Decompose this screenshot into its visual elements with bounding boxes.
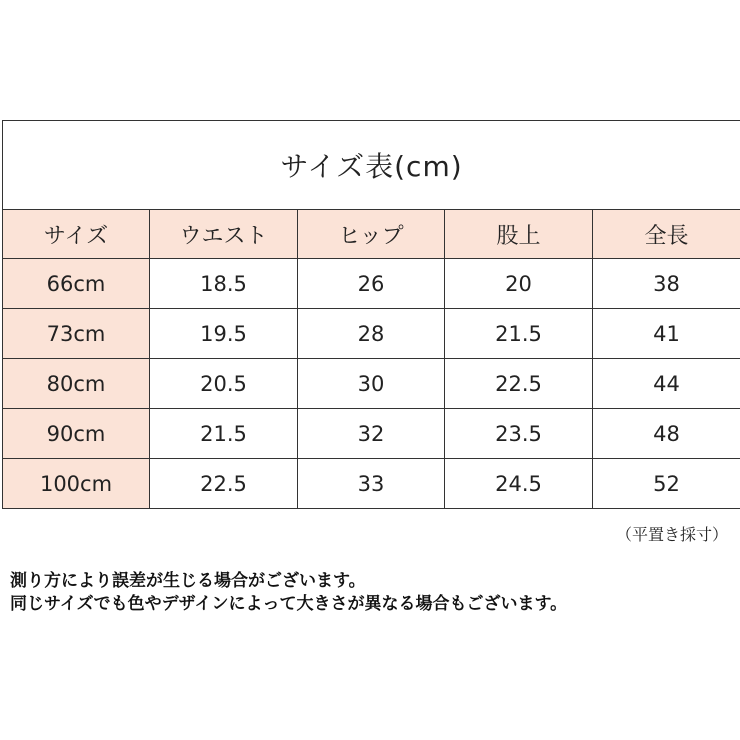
waist-cell: 18.5	[150, 259, 298, 309]
header-row	[3, 210, 740, 259]
header-hip: ヒップ	[298, 210, 445, 259]
hip-cell: 26	[298, 259, 445, 309]
note-line: 同じサイズでも色やデザインによって大きさが異なる場合もございます。	[10, 594, 568, 614]
header-rise: 股上	[445, 210, 593, 259]
header-size: サイズ	[3, 210, 150, 259]
table-row	[3, 309, 740, 359]
measure-note: （平置き採寸）	[615, 525, 728, 544]
note-line: 測り方により誤差が生じる場合がございます。	[10, 571, 366, 591]
table-row	[3, 359, 740, 409]
size-table	[2, 120, 740, 509]
waist-cell: 20.5	[150, 359, 298, 409]
length-cell: 44	[593, 359, 740, 409]
header-waist: ウエスト	[150, 210, 298, 259]
size-cell: 73cm	[3, 309, 150, 359]
rise-cell: 21.5	[445, 309, 593, 359]
rise-cell: 20	[445, 259, 593, 309]
header-length: 全長	[593, 210, 740, 259]
size-cell: 100cm	[3, 459, 150, 509]
length-cell: 38	[593, 259, 740, 309]
size-cell: 66cm	[3, 259, 150, 309]
hip-cell: 33	[298, 459, 445, 509]
length-cell: 48	[593, 409, 740, 459]
title-row	[3, 121, 740, 210]
table-title: サイズ表(cm)	[3, 121, 740, 210]
notes-block	[10, 570, 567, 616]
rise-cell: 23.5	[445, 409, 593, 459]
rise-cell: 22.5	[445, 359, 593, 409]
waist-cell: 21.5	[150, 409, 298, 459]
waist-cell: 19.5	[150, 309, 298, 359]
length-cell: 41	[593, 309, 740, 359]
table-row	[3, 259, 740, 309]
hip-cell: 32	[298, 409, 445, 459]
size-cell: 80cm	[3, 359, 150, 409]
size-cell: 90cm	[3, 409, 150, 459]
hip-cell: 28	[298, 309, 445, 359]
hip-cell: 30	[298, 359, 445, 409]
table-row	[3, 459, 740, 509]
waist-cell: 22.5	[150, 459, 298, 509]
table-row	[3, 409, 740, 459]
length-cell: 52	[593, 459, 740, 509]
rise-cell: 24.5	[445, 459, 593, 509]
